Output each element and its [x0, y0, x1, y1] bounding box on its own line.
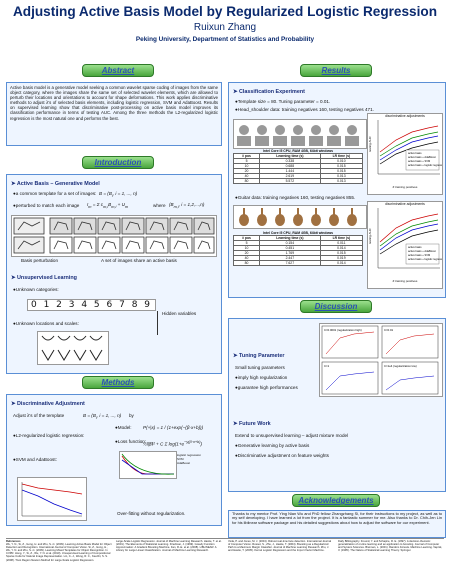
table-row: 10 0.688 0.015 — [234, 164, 363, 169]
guitar-images — [233, 205, 367, 229]
table1-col-learning: Learning time (s) — [260, 154, 321, 159]
discussion-box — [228, 318, 446, 492]
table-row: 10 0.451 0.014 — [234, 246, 363, 251]
bird-images — [37, 331, 109, 365]
methods-sub-discriminative: ➤ Discriminative Adjustment — [11, 401, 85, 407]
results-sub-classification: ➤ Classification Experiment — [233, 89, 305, 95]
panel-title-1: C=0.0001 (regularization high) — [324, 328, 362, 332]
affiliation: Peking University, Department of Statistics and Probability — [135, 36, 315, 43]
plot2-legend-4: active basis + logistic regression — [408, 258, 442, 261]
introduction-box — [6, 174, 222, 374]
loss-function-plot — [119, 451, 177, 479]
head-shoulder-sketches — [234, 120, 366, 148]
auc-curves-2 — [368, 206, 442, 274]
methods-model-label: ●Model: — [115, 425, 132, 430]
tuning-parameter-panels — [319, 323, 443, 397]
overfitting-curves — [18, 478, 86, 520]
loss-curves — [120, 452, 176, 478]
table1-col-lr: LR time (s) — [320, 154, 362, 159]
methods-bullet-l2: ●L2-regularized logistic regression: — [13, 433, 85, 438]
panel-title-3: C=1 — [324, 364, 330, 368]
overfitting-caption: Over-fitting without regularization. — [117, 511, 186, 516]
hidden-variables-label: Hidden variables — [157, 311, 202, 335]
discussion-sub-tuning: ➤ Tuning Parameter — [233, 353, 285, 359]
intro-where: where — [153, 203, 166, 208]
table1-col-pos: # pos — [234, 154, 260, 159]
plot2-xlabel: # training positives — [392, 279, 418, 283]
methods-heading: Methods — [82, 376, 154, 389]
table1-caption: Intel Core i5 CPU, RAM 4GB, 64bit windows — [262, 149, 334, 153]
basis-perturbation-image — [14, 218, 44, 253]
intro-bullet-template: ●a common template for a set of images: — [13, 191, 97, 196]
auc-curves-1 — [368, 118, 442, 180]
references-col-1 — [6, 540, 112, 562]
table-row: 20 1.444 0.015 — [234, 169, 363, 174]
discussion-small-params: Small tuning parameters — [235, 365, 285, 370]
acknowledgements-text: Thanks to my mentor Prof. Ying Nian Wu and PhD fellow Zhangzhang Si, for their instructions to my project, as well as to my self developing. I have learned a lot from the project. It is a fantastic summer for me. Also thanks to Dr. Chih-Jen Lin for his liblinear software package and his detailed suggestions about how to adjust the software for our experiment. — [232, 511, 442, 525]
methods-by: by — [129, 413, 134, 418]
references-heading: References — [6, 540, 21, 543]
abstract-heading: Abstract — [82, 64, 154, 77]
intro-bullet-perturbed: ●perturbed to match each image — [13, 203, 80, 208]
results-bullet-template: ●Template size = 80. Tuning parameter = 0.01. — [235, 99, 331, 104]
auc-plot-1 — [367, 113, 443, 195]
methods-loss-label: ●Loss function: — [115, 439, 147, 444]
active-basis-images — [12, 216, 216, 256]
head-shoulder-images — [233, 119, 367, 149]
guitar-sketches — [234, 206, 366, 228]
formula-template: $B = (B_i$, i = 1, ..., n) — [99, 191, 138, 198]
table2-col-pos: # pos — [234, 236, 260, 241]
results-box — [228, 82, 446, 298]
results-bullet-head-shoulder: ●Head_shoulder data: training negatives 160, testing negatives 471. — [235, 107, 374, 112]
table2-col-lr: LR time (s) — [320, 236, 362, 241]
plot2-ylabel: testing AUC — [368, 228, 372, 244]
references-text-3: Viola, P. and Jones, M. J. (2004). Robust real-time face detection. International Journal of Computer Vision. Rosset, S., Zhu, J., Hastie, T. (2004). Boosting as a Regularized Path to a Maximum Margin Classifier. Journal of Machine Learning Research. Zhu, J. and Hastie, T. (2005). Kernel Logistic Regression and the Import Vector Machine. — [228, 540, 332, 553]
references-text-1: Wu, Y. N., Si, Z., Gong, H. and Zhu, S.-C. (2009). Learning Active Basis Model for Object Detection and Recognition. International Journal of Computer Vision. Si, Z., Gong, H., Wu, Y. N. and Zhu, S.-C. (2009). Learning Mixed Templates for Object Recognition. In CVPR. Hong, Y., Si, Z., Wu, Y. N. et al. (2010). Unsupervised Learning of Compositional Sparse Code for Natural Image Representation. Lin, C.-J., Weng, R. C., Keerthi, S. S. (2008). Trust Region Newton Method for Large-Scale Logistic Regression. — [6, 543, 112, 562]
introduction-heading: Introduction — [82, 156, 154, 169]
formula-template-lambda: $B = (B_i$, i = 1, ..., n) — [83, 413, 122, 420]
plot2-legend-3: active basis + SVM — [408, 254, 431, 257]
loss-legend — [177, 453, 201, 465]
discussion-bullet-performance: ●guarantee high performances — [235, 385, 298, 390]
bird-sketches — [38, 332, 108, 364]
references-section — [6, 538, 444, 569]
legend-logistic: logistic regression — [177, 453, 202, 457]
discussion-heading: Discussion — [300, 300, 372, 313]
plot2-legend-2: active basis + AdaBoost — [408, 250, 436, 253]
references-text-4: Daily Bibliography. Freund, Y. and Schapire, R. E. (1997). A decision-theoretic generalization of on-line learning and an application to boosting. Journal of Computer and System Sciences. Breiman, L. (2001). Random Forests. Machine Learning. Vapnik, V. (1995). The Nature of Statistical Learning Theory. Springer. — [338, 540, 443, 553]
plot1-legend-2: active basis + AdaBoost — [408, 156, 436, 159]
panel-title-4: C=1e4 (regularization low) — [384, 364, 417, 368]
abstract-box — [6, 82, 222, 146]
references-text-2: Large-Scale Logistic Regression. Journal of Machine Learning Research. Hastie, T. et al. (2001). The Elements of Statistical Learning. Friedman, J. (1999). Greedy Function Approximation: A Gradient Boosting Machine. Fan, R.-E. et al. (2008). LIBLINEAR: A Library for Large Linear Classification. Journal of Machine Learning Research. — [116, 540, 222, 553]
table2-col-learning: Learning time (s) — [260, 236, 321, 241]
panel-title-2: C=0.01 — [384, 328, 394, 332]
formula-model: P(+|x) = 1 / (1+exp(−(β·x+b))) — [143, 425, 204, 430]
table-row: 40 2.619 0.013 — [234, 174, 363, 179]
table-row: 80 5.572 0.013 — [234, 179, 363, 184]
results-bullet-guitar: ●Guitar data: training negatives 160, testing negatives 855. — [235, 195, 356, 200]
formula-loss: ½‖β‖² + C Σ $\log(1+e^{-y(\beta\cdot x+b)})$ — [143, 440, 203, 447]
table-row: 20 1.769 0.015 — [234, 251, 363, 256]
legend-adaboost: AdaBoost — [177, 461, 191, 465]
methods-bullet-svm: ●SVM and AdaBoost: — [13, 457, 57, 462]
plot1-title: discriminative adjustments — [385, 114, 425, 118]
table1 — [233, 149, 363, 184]
discussion-bullet-generative: ●Generative learning by active basis — [235, 443, 310, 448]
acknowledgements-box — [228, 510, 446, 538]
table-row: 80 7.627 0.014 — [234, 261, 363, 266]
table-row: 40 2.447 0.019 — [234, 256, 363, 261]
fig-caption-image-set: A set of images share an active basis — [101, 258, 177, 263]
plot1-legend-4: active basis + logistic regression — [408, 164, 442, 167]
table-row: 5 0.338 0.010 — [234, 159, 363, 164]
abstract-text: Active basis model is a generative model seeking a common wavelet sparse coding of images from the same object category, where the images share the same set of selected wavelet elements, which are allowed to perturb their locations and orientations to account for shape deformations. This work applies discriminative methods to adjust λ's of selected basis elements, including logistic regression, SVM and AdaBoost. Results on supervised learning show that discriminative post-processing on active basis model improves its classification performance in terms of testing AUC. Among the three methods the L2-regularized logistic regression is the most natural one and performs the best. — [10, 85, 218, 121]
table-row: 5 0.154 0.011 — [234, 241, 363, 246]
discussion-bullet-discriminative: ●Discriminative adjustment on feature weights — [235, 453, 329, 458]
poster-title: Adjusting Active Basis Model by Regularized Logistic Regression — [12, 4, 437, 19]
deer-image-row — [50, 218, 214, 234]
discussion-extend: Extend to unsupervised learning – adjust mixture model — [235, 433, 349, 438]
digit-samples: 0 1 2 3 4 5 6 7 8 9 — [27, 299, 156, 311]
formula-where: ($B_{m,i}$, i = 1,2,...,n) — [169, 202, 205, 209]
auc-plot-2 — [367, 201, 443, 289]
plot1-legend-1: active basis — [408, 152, 422, 155]
deer-sketch-row — [50, 237, 214, 253]
plot2-legend-1: active basis — [408, 246, 422, 249]
discussion-bullet-regularization: ●imply high regularization — [235, 375, 288, 380]
table2-caption: Intel Core i5 CPU, RAM 4GB, 64bit windows — [262, 231, 334, 235]
intro-sub-unsupervised: ➤ Unsupervised Learning — [11, 275, 77, 281]
legend-svm: SVM — [177, 457, 184, 461]
intro-sub-active-basis: ➤ Active Basis – Generative Model — [11, 181, 100, 187]
fig-caption-basis-perturbation: Basis perturbation — [21, 258, 59, 263]
author-name: Ruixun Zhang — [193, 22, 257, 33]
intro-bullet-categories: ●Unknown categories: — [13, 287, 59, 292]
plot1-ylabel: testing AUC — [368, 136, 372, 152]
methods-box — [6, 394, 222, 526]
results-heading: Results — [300, 64, 372, 77]
plot2-title: discriminative adjustments — [385, 202, 425, 206]
intro-bullet-locations: ●Unknown locations and scales: — [13, 321, 79, 326]
tuning-panels-svg — [320, 324, 442, 396]
active-basis-figure — [11, 215, 217, 257]
plot1-legend-3: active basis + SVM — [408, 160, 431, 163]
acknowledgements-heading: Acknowledgements — [292, 494, 380, 507]
overfitting-plot — [17, 477, 87, 521]
methods-adjust-text: Adjust λ's of the template — [13, 413, 65, 418]
formula-perturbed: $I_m = \Sigma$ $c_{m,i}B_{m,i} + U_m$ — [87, 202, 129, 209]
table2 — [233, 231, 363, 266]
discussion-sub-future: ➤ Future Work — [233, 421, 271, 427]
plot1-xlabel: # training positives — [392, 185, 418, 189]
